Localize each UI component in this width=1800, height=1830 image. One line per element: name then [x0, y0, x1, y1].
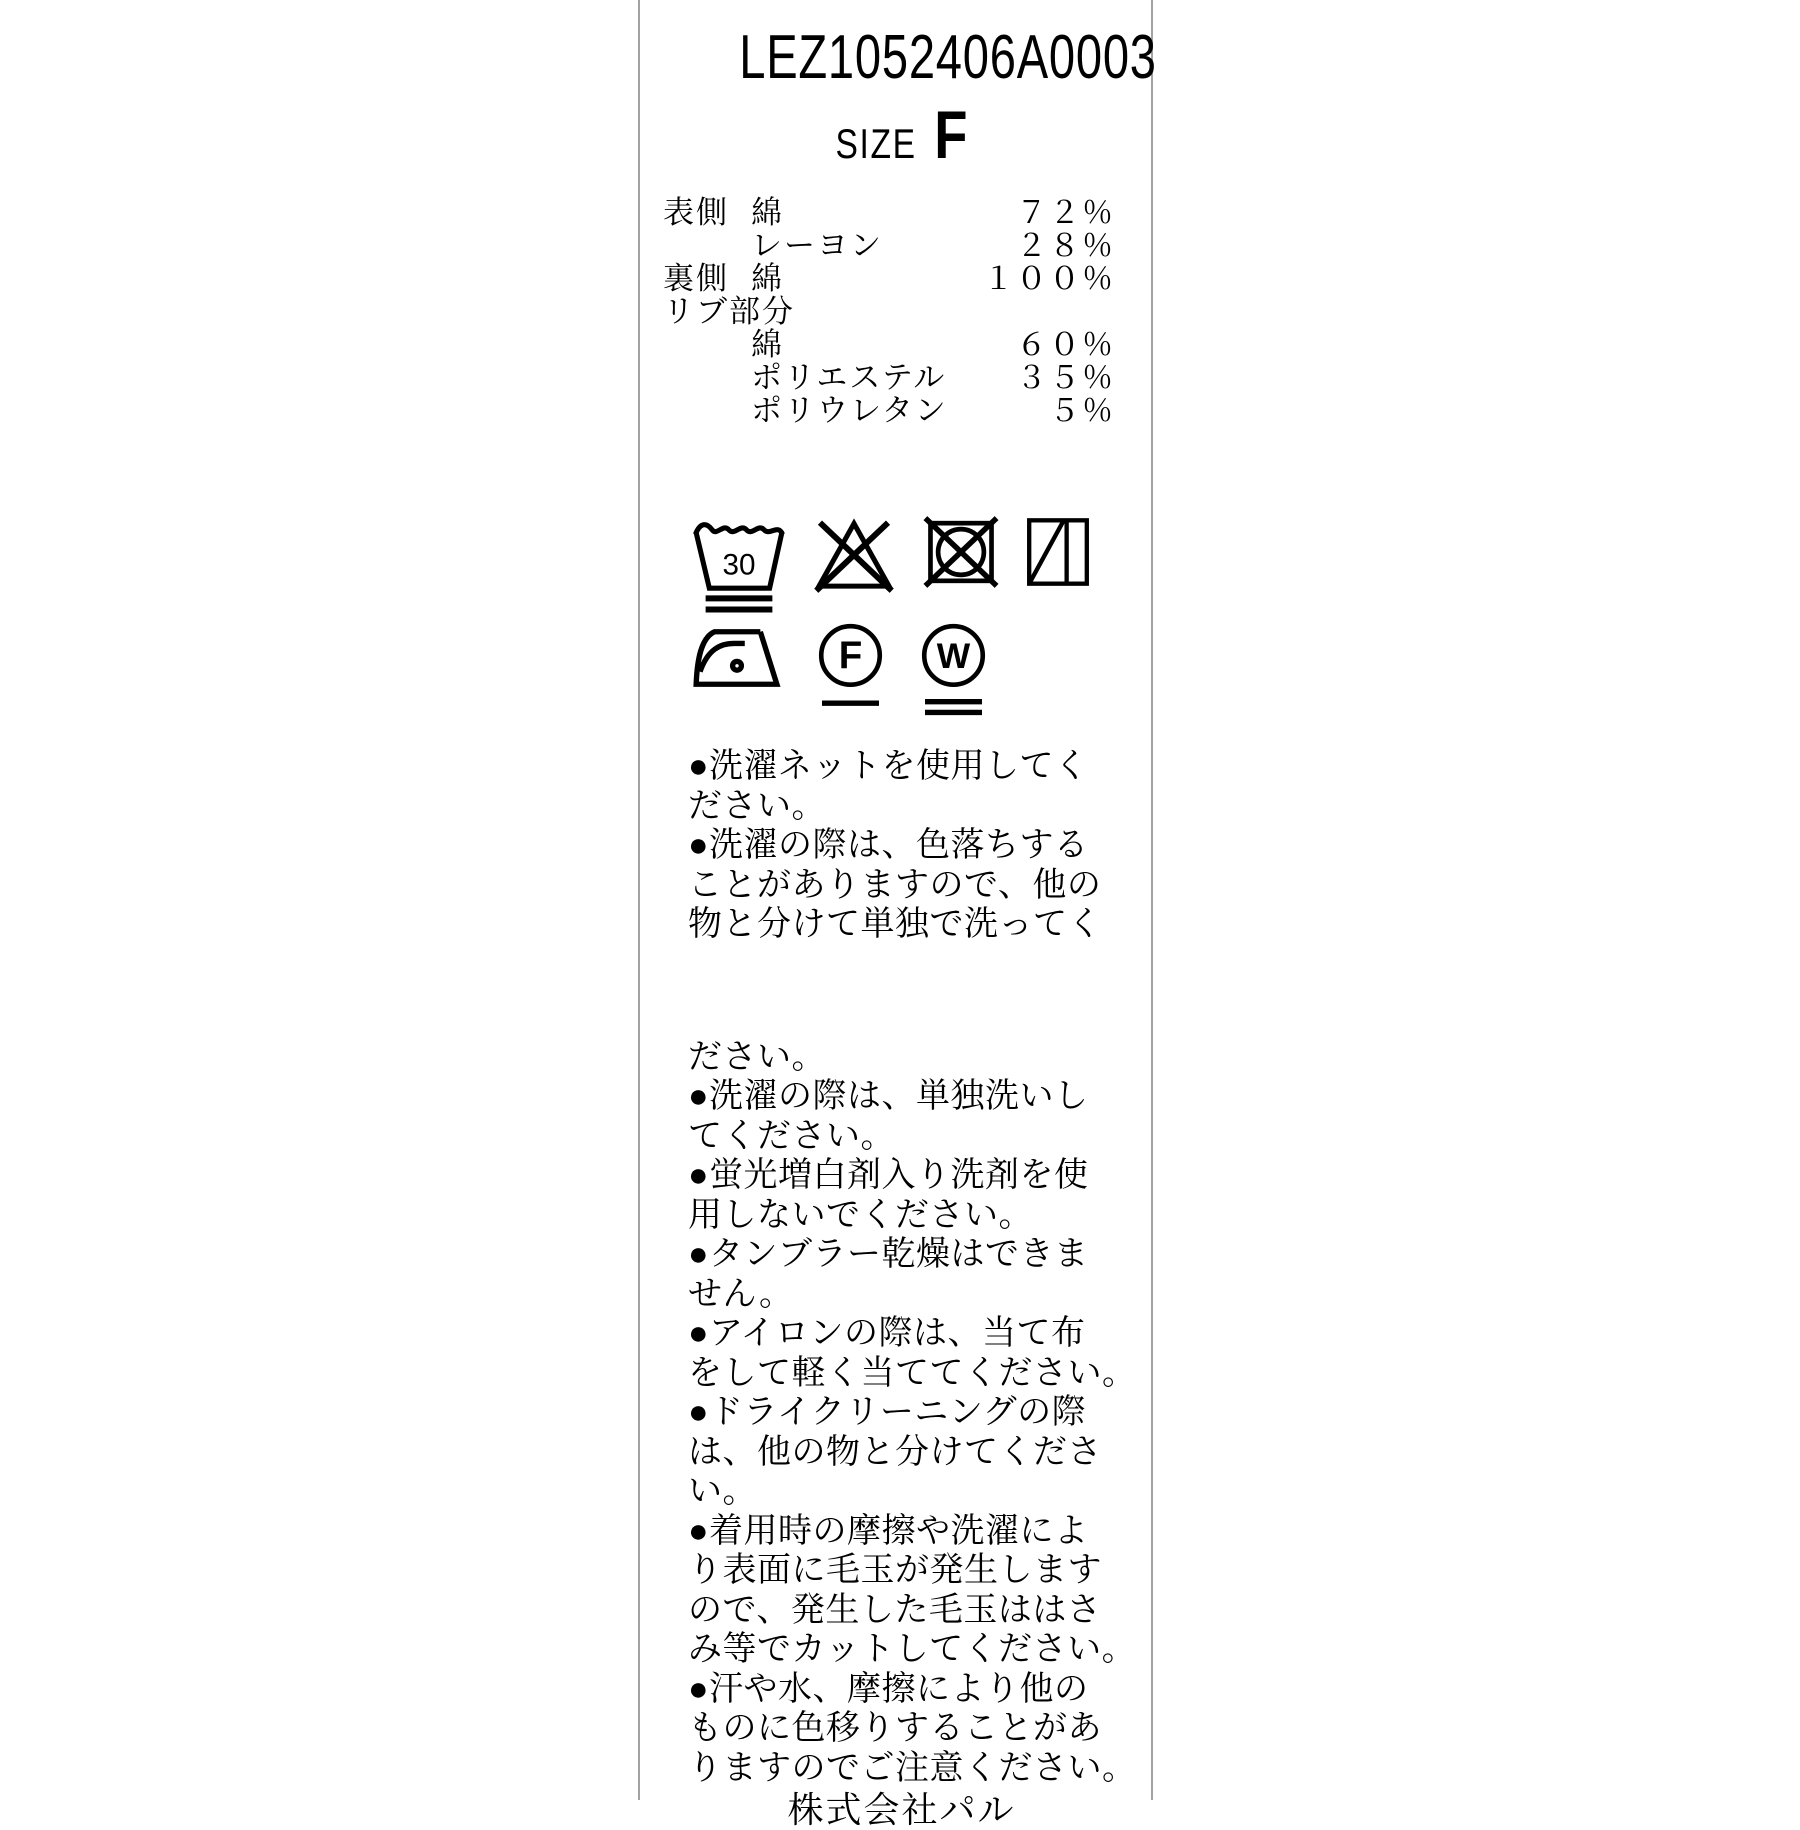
wet-clean-very-gentle-icon	[915, 623, 992, 721]
composition-row	[663, 361, 1115, 394]
care-instruction-line: ●アイロンの際は、当て布	[688, 1314, 1086, 1352]
care-instruction-line: ●着用時の摩擦や洗濯によ	[688, 1511, 1089, 1550]
care-instruction-line: ことがありますので、他の	[688, 865, 1102, 904]
comp-mat: 綿	[751, 195, 784, 230]
wash-30-very-gentle-icon	[688, 513, 790, 617]
composition-row	[663, 328, 1115, 361]
care-instruction-line: ださい。	[688, 1037, 826, 1076]
care-symbols-row-2	[688, 623, 1115, 721]
care-instruction-line: ので、発生した毛玉ははさ	[688, 1590, 1102, 1629]
care-instruction-line: ●洗濯の際は、単独洗いし	[688, 1077, 1089, 1115]
no-bleach-icon	[808, 513, 900, 593]
care-instruction-line: み等でカットしてください。	[688, 1630, 1137, 1668]
size-label: SIZE	[835, 120, 917, 167]
svg-text:30: 30	[722, 548, 756, 582]
care-instruction-line: てください。	[688, 1116, 895, 1155]
comp-group: 表側	[663, 195, 729, 230]
iron-low-heat-icon	[688, 623, 786, 693]
composition-row	[663, 262, 1115, 295]
composition-table	[663, 196, 1115, 427]
comp-mat: ポリエステル	[751, 360, 947, 395]
composition-row	[663, 394, 1115, 427]
composition-row	[663, 295, 1115, 328]
care-instruction-line: 用しないでください。	[688, 1195, 1033, 1234]
product-code: LEZ1052406A0003	[739, 23, 1157, 92]
care-instruction-line: ●蛍光増白剤入り洗剤を使	[688, 1156, 1089, 1194]
svg-text:F: F	[838, 634, 863, 678]
comp-mat: 綿	[751, 327, 784, 362]
care-symbols-row-1	[688, 513, 1115, 617]
dry-clean-petroleum-gentle-icon	[812, 623, 889, 711]
care-instruction-line: せん。	[688, 1274, 794, 1313]
care-instruction-line: ●洗濯ネットを使用してく	[688, 747, 1089, 785]
comp-pct: ２８％	[1016, 228, 1115, 263]
care-label	[638, 0, 1157, 1830]
comp-mat: ポリウレタン	[751, 393, 948, 428]
care-instruction-line: ●タンブラー乾燥はできま	[688, 1235, 1089, 1273]
care-instruction-line: は、他の物と分けてくださ	[688, 1432, 1102, 1471]
care-instruction-line: ●ドライクリーニングの際	[688, 1393, 1087, 1431]
comp-group: 裏側	[663, 261, 729, 296]
size-row	[731, 97, 1073, 173]
care-instruction-line: ださい。	[688, 786, 826, 825]
care-instruction-line: ●汗や水、摩擦により他の	[688, 1669, 1089, 1708]
care-instructions-block-1	[688, 747, 1115, 945]
comp-pct: ６０％	[1016, 327, 1115, 362]
care-instruction-line: りますのでご注意ください。	[688, 1748, 1137, 1787]
comp-pct: ３５％	[1016, 360, 1115, 395]
comp-mat: 綿	[751, 261, 784, 296]
care-instruction-line: り表面に毛玉が発生します	[688, 1551, 1102, 1589]
care-instruction-line: ものに色移りすることがあ	[688, 1709, 1102, 1747]
svg-text:W: W	[936, 635, 971, 676]
company-name: 株式会社パル	[787, 1789, 1016, 1830]
care-instruction-line: ●洗濯の際は、色落ちする	[688, 826, 1089, 864]
comp-group: リブ部分	[663, 294, 795, 329]
comp-pct: １００％	[983, 261, 1115, 296]
comp-mat: レーヨン	[751, 228, 883, 263]
composition-row	[663, 229, 1115, 262]
care-instruction-line: 物と分けて単独で洗ってく	[688, 905, 1102, 943]
care-instructions-block-2	[688, 1037, 1137, 1789]
care-instruction-line: をして軽く当ててください。	[688, 1353, 1137, 1392]
line-dry-in-shade-icon	[1022, 513, 1094, 591]
comp-pct: ７２％	[1016, 195, 1115, 230]
size-value: F	[934, 97, 968, 173]
no-tumble-dry-icon	[918, 513, 1004, 591]
composition-row	[663, 196, 1115, 229]
care-instruction-line: い。	[688, 1472, 757, 1510]
comp-pct: ５％	[1049, 393, 1115, 428]
